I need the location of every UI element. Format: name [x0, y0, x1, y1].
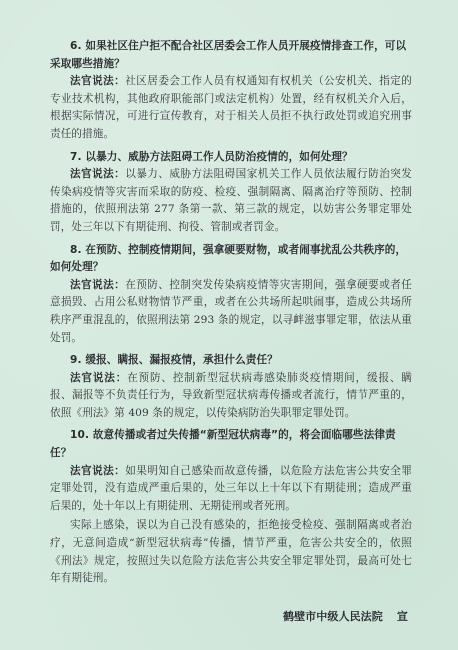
answer-10-continued: 实际上感染，误以为自己没有感染的，拒绝接受检疫、强制隔离或者治疗，无意间造成“新型冠状病毒”传播，情节严重，危害公共安全的，依照《刑法》规定，按照过失以危险方法危害公共安全罪定罪处罚，最高可处七年有期徒刑。: [50, 519, 412, 585]
document-body: [50, 38, 412, 625]
judge-label: 法官说法：: [70, 75, 126, 88]
answer-7: [50, 166, 412, 236]
court-name: 鹤壁市中级人民法院: [282, 609, 383, 623]
question-10: 10. 故意传播或者过失传播“新型冠状病毒”的，将会面临哪些法律责任？: [50, 429, 396, 460]
judge-label: 法官说法：: [70, 278, 126, 291]
answer-7-text: 以暴力、威胁方法阻碍国家机关工作人员依法履行防治突发传染病疫情等灾害而采取的防疫、检疫、强制隔离、隔离治疗等预防、控制措施的，依照刑法第 277 条第一款、第三款的规定，以妨害公务罪定罪处罚，处三年以下有期徒刑、拘役、管制或者罚金。: [50, 168, 412, 233]
judge-label: 法官说法：: [70, 464, 126, 477]
question-9: 9. 缓报、瞒报、漏报疫情，承担什么责任？: [70, 354, 278, 367]
answer-6-text: 社区居委会工作人员有权通知有权机关（公安机关、指定的专业技术机构，其他政府职能部门或法定机构）处置，经有权机关介入后，根据实际情况，可进行宣传教育，对于相关人员拒不执行政处罚或追究刑事责任的措施。: [50, 75, 412, 140]
question-8: 8. 在预防、控制疫情期间，强拿硬要财物，或者闹事扰乱公共秩序的，如何处理？: [50, 243, 407, 274]
issuer-suffix: 宣: [396, 609, 408, 623]
judge-label: 法官说法：: [70, 168, 126, 181]
answer-10-text: 如果明知自己感染而故意传播，以危险方法危害公共安全罪定罪处罚，没有造成严重后果的，处三年以上十年以下有期徒刑；造成严重后果的，处十年以上有期徒刑、无期徒刑或者死刑。: [50, 464, 412, 512]
answer-10: [50, 463, 412, 516]
answer-6: [50, 73, 412, 143]
answer-9: [50, 370, 412, 423]
answer-9-text: 在预防、控制新型冠状病毒感染肺炎疫情期间，缓报、瞒报、漏报等不负责任行为，导致新型冠状病毒传播或者流行，情节严重的，依照《刑法》第 409 条的规定，以传染病防治失职罪定罪处罚。: [50, 371, 413, 419]
question-7: 7. 以暴力、威胁方法阻碍工作人员防治疫情的，如何处理？: [70, 150, 353, 163]
answer-8-text: 在预防、控制突发传染病疫情等灾害期间，强拿硬要或者任意损毁、占用公私财物情节严重，或者在公共场所起哄闹事，造成公共场所秩序严重混乱的，依照刑法第 293 条的规定，以寻衅滋事罪定罪，依法从重处罚。: [50, 278, 412, 344]
issuer-signature: [50, 608, 412, 626]
answer-8: [50, 277, 412, 347]
judge-label: 法官说法：: [70, 371, 128, 384]
question-6: 6. 如果社区住户拒不配合社区居委会工作人员开展疫情排查工作，可以采取哪些措施？: [50, 40, 407, 70]
